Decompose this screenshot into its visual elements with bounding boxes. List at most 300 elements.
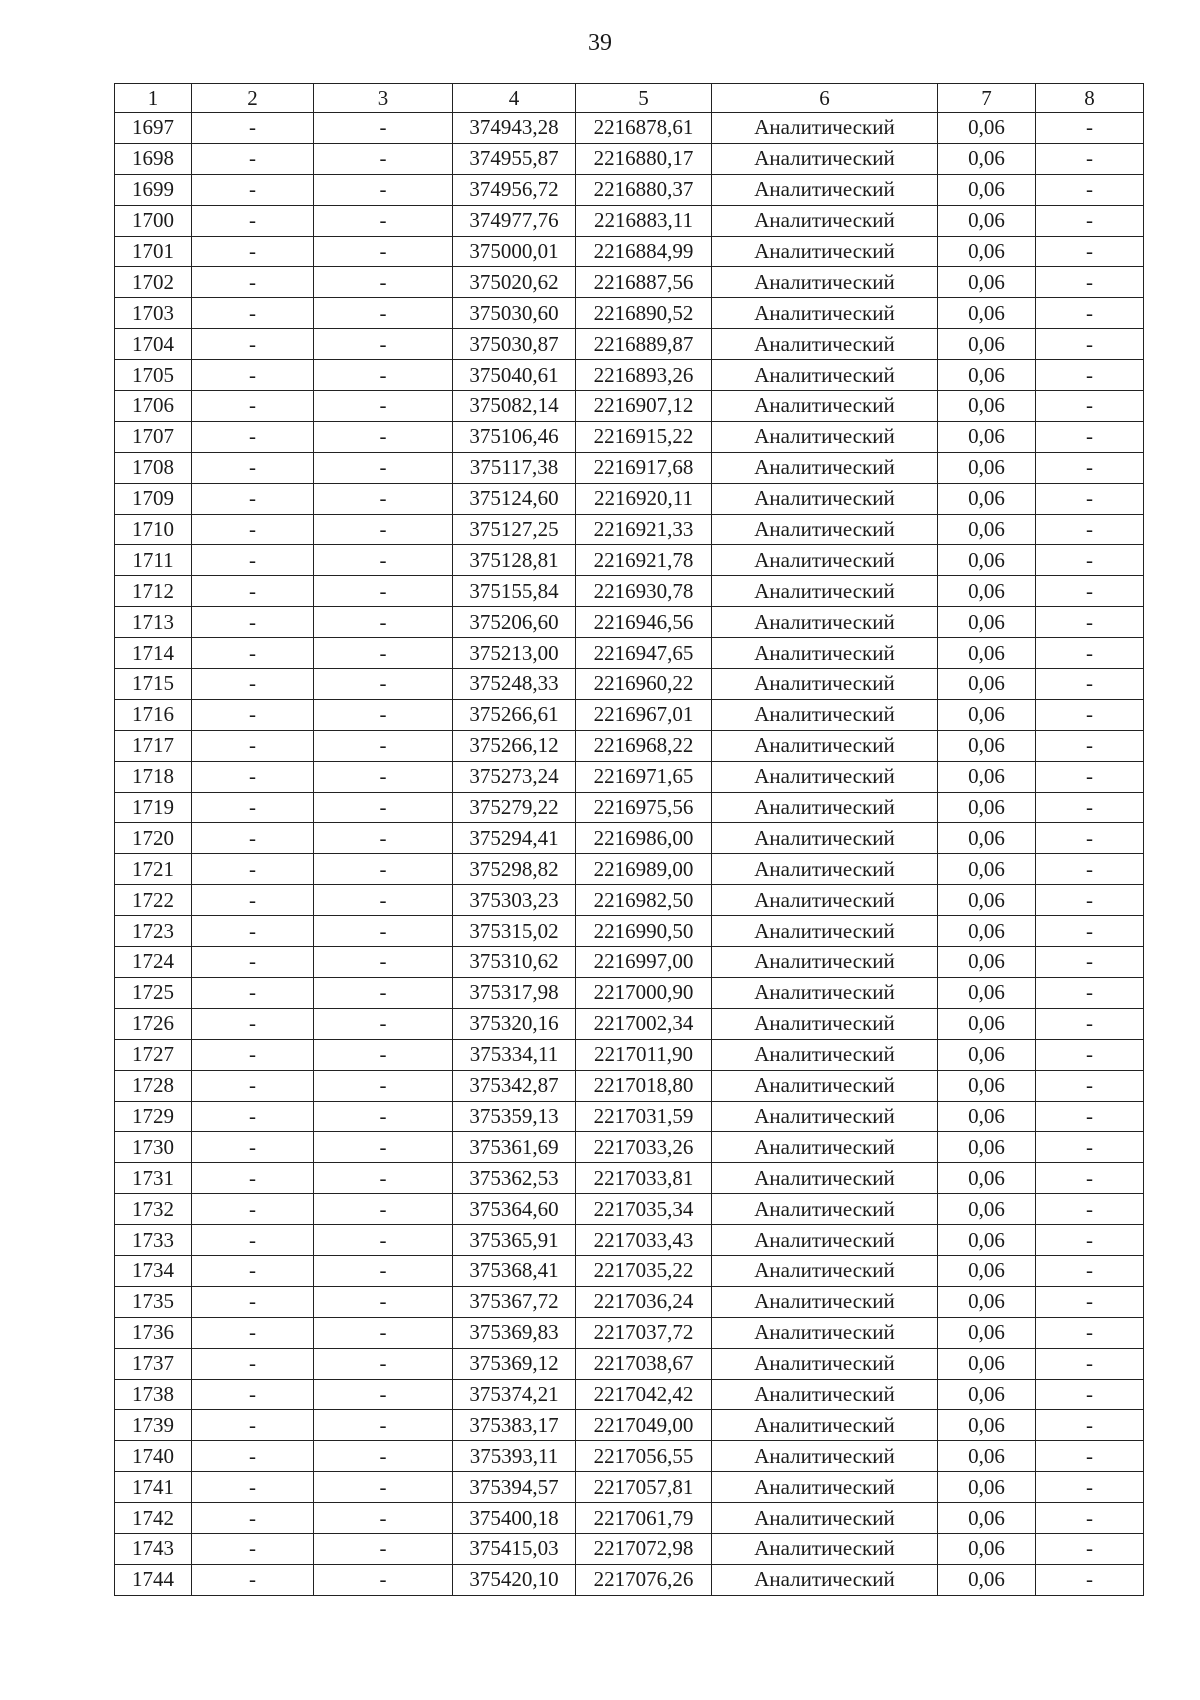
accuracy-cell: 0,06 <box>938 792 1036 823</box>
col2-cell: - <box>192 329 314 360</box>
col8-cell: - <box>1036 391 1144 422</box>
table-row <box>115 607 1144 638</box>
col3-cell: - <box>314 1533 453 1564</box>
accuracy-cell: 0,06 <box>938 1503 1036 1534</box>
col3-cell: - <box>314 236 453 267</box>
col3-cell: - <box>314 1317 453 1348</box>
col8-cell: - <box>1036 761 1144 792</box>
table-row <box>115 730 1144 761</box>
col3-cell: - <box>314 576 453 607</box>
table-row <box>115 1472 1144 1503</box>
y-coordinate-cell: 2216880,37 <box>576 174 712 205</box>
y-coordinate-cell: 2217000,90 <box>576 977 712 1008</box>
y-coordinate-cell: 2217056,55 <box>576 1441 712 1472</box>
y-coordinate-cell: 2216921,78 <box>576 545 712 576</box>
col3-cell: - <box>314 669 453 700</box>
col3-cell: - <box>314 1503 453 1534</box>
accuracy-cell: 0,06 <box>938 1441 1036 1472</box>
col2-cell: - <box>192 885 314 916</box>
point-number-cell: 1722 <box>115 885 192 916</box>
accuracy-cell: 0,06 <box>938 1317 1036 1348</box>
col2-cell: - <box>192 1132 314 1163</box>
accuracy-cell: 0,06 <box>938 421 1036 452</box>
table-row <box>115 143 1144 174</box>
y-coordinate-cell: 2216982,50 <box>576 885 712 916</box>
col2-cell: - <box>192 514 314 545</box>
accuracy-cell: 0,06 <box>938 1225 1036 1256</box>
table-row <box>115 1101 1144 1132</box>
col2-cell: - <box>192 1286 314 1317</box>
point-number-cell: 1729 <box>115 1101 192 1132</box>
x-coordinate-cell: 375106,46 <box>453 421 576 452</box>
method-cell: Аналитический <box>712 143 938 174</box>
point-number-cell: 1702 <box>115 267 192 298</box>
col2-cell: - <box>192 854 314 885</box>
table-row <box>115 1255 1144 1286</box>
point-number-cell: 1730 <box>115 1132 192 1163</box>
table-row <box>115 1008 1144 1039</box>
table-row <box>115 236 1144 267</box>
point-number-cell: 1707 <box>115 421 192 452</box>
y-coordinate-cell: 2216946,56 <box>576 607 712 638</box>
y-coordinate-cell: 2217011,90 <box>576 1039 712 1070</box>
col3-cell: - <box>314 1163 453 1194</box>
x-coordinate-cell: 375359,13 <box>453 1101 576 1132</box>
accuracy-cell: 0,06 <box>938 1286 1036 1317</box>
table-row <box>115 421 1144 452</box>
point-number-cell: 1742 <box>115 1503 192 1534</box>
col2-cell: - <box>192 1564 314 1595</box>
col2-cell: - <box>192 1379 314 1410</box>
col3-cell: - <box>314 452 453 483</box>
col2-cell: - <box>192 1472 314 1503</box>
x-coordinate-cell: 375117,38 <box>453 452 576 483</box>
method-cell: Аналитический <box>712 823 938 854</box>
x-coordinate-cell: 375368,41 <box>453 1255 576 1286</box>
col8-cell: - <box>1036 174 1144 205</box>
method-cell: Аналитический <box>712 421 938 452</box>
method-cell: Аналитический <box>712 1348 938 1379</box>
point-number-cell: 1725 <box>115 977 192 1008</box>
col3-cell: - <box>314 792 453 823</box>
col2-cell: - <box>192 1410 314 1441</box>
col2-cell: - <box>192 1533 314 1564</box>
col8-cell: - <box>1036 205 1144 236</box>
method-cell: Аналитический <box>712 1008 938 1039</box>
point-number-cell: 1726 <box>115 1008 192 1039</box>
x-coordinate-cell: 375273,24 <box>453 761 576 792</box>
col8-cell: - <box>1036 977 1144 1008</box>
point-number-cell: 1700 <box>115 205 192 236</box>
col2-cell: - <box>192 1348 314 1379</box>
y-coordinate-cell: 2217072,98 <box>576 1533 712 1564</box>
col8-cell: - <box>1036 514 1144 545</box>
x-coordinate-cell: 375266,61 <box>453 699 576 730</box>
y-coordinate-cell: 2216986,00 <box>576 823 712 854</box>
table-row <box>115 298 1144 329</box>
table-row <box>115 360 1144 391</box>
accuracy-cell: 0,06 <box>938 916 1036 947</box>
table-row <box>115 1533 1144 1564</box>
y-coordinate-cell: 2216887,56 <box>576 267 712 298</box>
col8-cell: - <box>1036 1132 1144 1163</box>
table-row <box>115 699 1144 730</box>
y-coordinate-cell: 2216889,87 <box>576 329 712 360</box>
point-number-cell: 1728 <box>115 1070 192 1101</box>
col3-cell: - <box>314 638 453 669</box>
y-coordinate-cell: 2216997,00 <box>576 947 712 978</box>
col8-cell: - <box>1036 854 1144 885</box>
point-number-cell: 1709 <box>115 483 192 514</box>
point-number-cell: 1705 <box>115 360 192 391</box>
col2-cell: - <box>192 298 314 329</box>
point-number-cell: 1699 <box>115 174 192 205</box>
y-coordinate-cell: 2217033,26 <box>576 1132 712 1163</box>
point-number-cell: 1732 <box>115 1194 192 1225</box>
col3-cell: - <box>314 360 453 391</box>
y-coordinate-cell: 2217061,79 <box>576 1503 712 1534</box>
col8-cell: - <box>1036 267 1144 298</box>
point-number-cell: 1717 <box>115 730 192 761</box>
accuracy-cell: 0,06 <box>938 977 1036 1008</box>
col8-cell: - <box>1036 236 1144 267</box>
col3-cell: - <box>314 483 453 514</box>
method-cell: Аналитический <box>712 1255 938 1286</box>
col3-cell: - <box>314 1008 453 1039</box>
col3-cell: - <box>314 143 453 174</box>
col8-cell: - <box>1036 669 1144 700</box>
table-row <box>115 1194 1144 1225</box>
method-cell: Аналитический <box>712 1503 938 1534</box>
x-coordinate-cell: 375298,82 <box>453 854 576 885</box>
column-header: 3 <box>314 84 453 113</box>
point-number-cell: 1718 <box>115 761 192 792</box>
col2-cell: - <box>192 391 314 422</box>
col8-cell: - <box>1036 483 1144 514</box>
x-coordinate-cell: 375303,23 <box>453 885 576 916</box>
x-coordinate-cell: 375206,60 <box>453 607 576 638</box>
method-cell: Аналитический <box>712 1132 938 1163</box>
col8-cell: - <box>1036 1348 1144 1379</box>
x-coordinate-cell: 375362,53 <box>453 1163 576 1194</box>
col3-cell: - <box>314 916 453 947</box>
y-coordinate-cell: 2216967,01 <box>576 699 712 730</box>
table-row <box>115 391 1144 422</box>
method-cell: Аналитический <box>712 1472 938 1503</box>
col8-cell: - <box>1036 545 1144 576</box>
accuracy-cell: 0,06 <box>938 1472 1036 1503</box>
x-coordinate-cell: 375334,11 <box>453 1039 576 1070</box>
accuracy-cell: 0,06 <box>938 1348 1036 1379</box>
col2-cell: - <box>192 638 314 669</box>
point-number-cell: 1739 <box>115 1410 192 1441</box>
table-row <box>115 483 1144 514</box>
table-row <box>115 452 1144 483</box>
x-coordinate-cell: 375364,60 <box>453 1194 576 1225</box>
point-number-cell: 1723 <box>115 916 192 947</box>
x-coordinate-cell: 375213,00 <box>453 638 576 669</box>
y-coordinate-cell: 2217035,34 <box>576 1194 712 1225</box>
table-row <box>115 1225 1144 1256</box>
col8-cell: - <box>1036 360 1144 391</box>
table-row <box>115 977 1144 1008</box>
method-cell: Аналитический <box>712 1317 938 1348</box>
col8-cell: - <box>1036 452 1144 483</box>
col2-cell: - <box>192 823 314 854</box>
col8-cell: - <box>1036 1317 1144 1348</box>
col3-cell: - <box>314 1564 453 1595</box>
col2-cell: - <box>192 545 314 576</box>
y-coordinate-cell: 2216920,11 <box>576 483 712 514</box>
col3-cell: - <box>314 1441 453 1472</box>
x-coordinate-cell: 375374,21 <box>453 1379 576 1410</box>
accuracy-cell: 0,06 <box>938 885 1036 916</box>
accuracy-cell: 0,06 <box>938 514 1036 545</box>
table-row <box>115 947 1144 978</box>
col8-cell: - <box>1036 1533 1144 1564</box>
accuracy-cell: 0,06 <box>938 483 1036 514</box>
y-coordinate-cell: 2217033,81 <box>576 1163 712 1194</box>
x-coordinate-cell: 375393,11 <box>453 1441 576 1472</box>
y-coordinate-cell: 2216893,26 <box>576 360 712 391</box>
col2-cell: - <box>192 699 314 730</box>
table-row <box>115 1163 1144 1194</box>
method-cell: Аналитический <box>712 1194 938 1225</box>
y-coordinate-cell: 2216890,52 <box>576 298 712 329</box>
table-row <box>115 1317 1144 1348</box>
col2-cell: - <box>192 174 314 205</box>
y-coordinate-cell: 2216880,17 <box>576 143 712 174</box>
col8-cell: - <box>1036 885 1144 916</box>
point-number-cell: 1697 <box>115 113 192 144</box>
col3-cell: - <box>314 1410 453 1441</box>
col8-cell: - <box>1036 329 1144 360</box>
point-number-cell: 1701 <box>115 236 192 267</box>
table-row <box>115 1286 1144 1317</box>
col3-cell: - <box>314 607 453 638</box>
y-coordinate-cell: 2217076,26 <box>576 1564 712 1595</box>
x-coordinate-cell: 375320,16 <box>453 1008 576 1039</box>
col2-cell: - <box>192 1441 314 1472</box>
x-coordinate-cell: 375000,01 <box>453 236 576 267</box>
accuracy-cell: 0,06 <box>938 854 1036 885</box>
col2-cell: - <box>192 1225 314 1256</box>
point-number-cell: 1733 <box>115 1225 192 1256</box>
x-coordinate-cell: 375342,87 <box>453 1070 576 1101</box>
point-number-cell: 1703 <box>115 298 192 329</box>
point-number-cell: 1719 <box>115 792 192 823</box>
col3-cell: - <box>314 1255 453 1286</box>
col2-cell: - <box>192 916 314 947</box>
x-coordinate-cell: 375369,12 <box>453 1348 576 1379</box>
col3-cell: - <box>314 854 453 885</box>
method-cell: Аналитический <box>712 483 938 514</box>
col8-cell: - <box>1036 143 1144 174</box>
x-coordinate-cell: 375279,22 <box>453 792 576 823</box>
col3-cell: - <box>314 761 453 792</box>
col2-cell: - <box>192 1070 314 1101</box>
table-row <box>115 329 1144 360</box>
point-number-cell: 1716 <box>115 699 192 730</box>
method-cell: Аналитический <box>712 452 938 483</box>
x-coordinate-cell: 375400,18 <box>453 1503 576 1534</box>
x-coordinate-cell: 375030,87 <box>453 329 576 360</box>
accuracy-cell: 0,06 <box>938 1039 1036 1070</box>
col2-cell: - <box>192 1255 314 1286</box>
accuracy-cell: 0,06 <box>938 1132 1036 1163</box>
accuracy-cell: 0,06 <box>938 1194 1036 1225</box>
x-coordinate-cell: 375415,03 <box>453 1533 576 1564</box>
y-coordinate-cell: 2216915,22 <box>576 421 712 452</box>
method-cell: Аналитический <box>712 1379 938 1410</box>
x-coordinate-cell: 375310,62 <box>453 947 576 978</box>
method-cell: Аналитический <box>712 916 938 947</box>
table-row <box>115 1070 1144 1101</box>
col8-cell: - <box>1036 1255 1144 1286</box>
point-number-cell: 1710 <box>115 514 192 545</box>
col3-cell: - <box>314 205 453 236</box>
col2-cell: - <box>192 1503 314 1534</box>
column-header: 1 <box>115 84 192 113</box>
x-coordinate-cell: 375040,61 <box>453 360 576 391</box>
accuracy-cell: 0,06 <box>938 1101 1036 1132</box>
col3-cell: - <box>314 1286 453 1317</box>
table-row <box>115 545 1144 576</box>
method-cell: Аналитический <box>712 1286 938 1317</box>
col3-cell: - <box>314 699 453 730</box>
point-number-cell: 1740 <box>115 1441 192 1472</box>
accuracy-cell: 0,06 <box>938 761 1036 792</box>
table-row <box>115 576 1144 607</box>
accuracy-cell: 0,06 <box>938 1564 1036 1595</box>
accuracy-cell: 0,06 <box>938 1008 1036 1039</box>
column-header: 2 <box>192 84 314 113</box>
method-cell: Аналитический <box>712 1163 938 1194</box>
table-row <box>115 761 1144 792</box>
col8-cell: - <box>1036 823 1144 854</box>
point-number-cell: 1713 <box>115 607 192 638</box>
y-coordinate-cell: 2216907,12 <box>576 391 712 422</box>
x-coordinate-cell: 375030,60 <box>453 298 576 329</box>
col2-cell: - <box>192 113 314 144</box>
table-body <box>115 113 1144 1596</box>
col2-cell: - <box>192 947 314 978</box>
y-coordinate-cell: 2216930,78 <box>576 576 712 607</box>
col8-cell: - <box>1036 916 1144 947</box>
method-cell: Аналитический <box>712 205 938 236</box>
method-cell: Аналитический <box>712 761 938 792</box>
col8-cell: - <box>1036 947 1144 978</box>
method-cell: Аналитический <box>712 730 938 761</box>
col3-cell: - <box>314 1132 453 1163</box>
method-cell: Аналитический <box>712 174 938 205</box>
accuracy-cell: 0,06 <box>938 1255 1036 1286</box>
y-coordinate-cell: 2217035,22 <box>576 1255 712 1286</box>
method-cell: Аналитический <box>712 113 938 144</box>
y-coordinate-cell: 2216947,65 <box>576 638 712 669</box>
point-number-cell: 1724 <box>115 947 192 978</box>
table-row <box>115 113 1144 144</box>
col2-cell: - <box>192 761 314 792</box>
accuracy-cell: 0,06 <box>938 267 1036 298</box>
point-number-cell: 1698 <box>115 143 192 174</box>
table-row <box>115 205 1144 236</box>
method-cell: Аналитический <box>712 576 938 607</box>
y-coordinate-cell: 2216989,00 <box>576 854 712 885</box>
col3-cell: - <box>314 329 453 360</box>
table-row <box>115 514 1144 545</box>
x-coordinate-cell: 374955,87 <box>453 143 576 174</box>
col3-cell: - <box>314 1194 453 1225</box>
point-number-cell: 1743 <box>115 1533 192 1564</box>
method-cell: Аналитический <box>712 792 938 823</box>
method-cell: Аналитический <box>712 1070 938 1101</box>
col2-cell: - <box>192 143 314 174</box>
method-cell: Аналитический <box>712 1533 938 1564</box>
col2-cell: - <box>192 360 314 391</box>
col3-cell: - <box>314 1472 453 1503</box>
col8-cell: - <box>1036 1070 1144 1101</box>
column-header: 4 <box>453 84 576 113</box>
col3-cell: - <box>314 977 453 1008</box>
col3-cell: - <box>314 885 453 916</box>
y-coordinate-cell: 2217033,43 <box>576 1225 712 1256</box>
col3-cell: - <box>314 1379 453 1410</box>
col3-cell: - <box>314 545 453 576</box>
point-number-cell: 1704 <box>115 329 192 360</box>
col8-cell: - <box>1036 1225 1144 1256</box>
table-row <box>115 267 1144 298</box>
x-coordinate-cell: 375394,57 <box>453 1472 576 1503</box>
method-cell: Аналитический <box>712 1410 938 1441</box>
accuracy-cell: 0,06 <box>938 174 1036 205</box>
method-cell: Аналитический <box>712 669 938 700</box>
y-coordinate-cell: 2217031,59 <box>576 1101 712 1132</box>
col8-cell: - <box>1036 699 1144 730</box>
col3-cell: - <box>314 1225 453 1256</box>
method-cell: Аналитический <box>712 607 938 638</box>
x-coordinate-cell: 374943,28 <box>453 113 576 144</box>
table-row <box>115 1410 1144 1441</box>
point-number-cell: 1727 <box>115 1039 192 1070</box>
accuracy-cell: 0,06 <box>938 113 1036 144</box>
point-number-cell: 1720 <box>115 823 192 854</box>
col2-cell: - <box>192 421 314 452</box>
x-coordinate-cell: 375248,33 <box>453 669 576 700</box>
table-row <box>115 854 1144 885</box>
accuracy-cell: 0,06 <box>938 1163 1036 1194</box>
col8-cell: - <box>1036 298 1144 329</box>
col8-cell: - <box>1036 1101 1144 1132</box>
y-coordinate-cell: 2216883,11 <box>576 205 712 236</box>
y-coordinate-cell: 2216878,61 <box>576 113 712 144</box>
x-coordinate-cell: 374977,76 <box>453 205 576 236</box>
col2-cell: - <box>192 1101 314 1132</box>
table-row <box>115 792 1144 823</box>
x-coordinate-cell: 375155,84 <box>453 576 576 607</box>
y-coordinate-cell: 2217037,72 <box>576 1317 712 1348</box>
y-coordinate-cell: 2216884,99 <box>576 236 712 267</box>
col8-cell: - <box>1036 730 1144 761</box>
point-number-cell: 1735 <box>115 1286 192 1317</box>
col3-cell: - <box>314 113 453 144</box>
header-row <box>115 84 1144 113</box>
x-coordinate-cell: 375082,14 <box>453 391 576 422</box>
method-cell: Аналитический <box>712 1441 938 1472</box>
x-coordinate-cell: 375020,62 <box>453 267 576 298</box>
x-coordinate-cell: 375369,83 <box>453 1317 576 1348</box>
col8-cell: - <box>1036 1039 1144 1070</box>
